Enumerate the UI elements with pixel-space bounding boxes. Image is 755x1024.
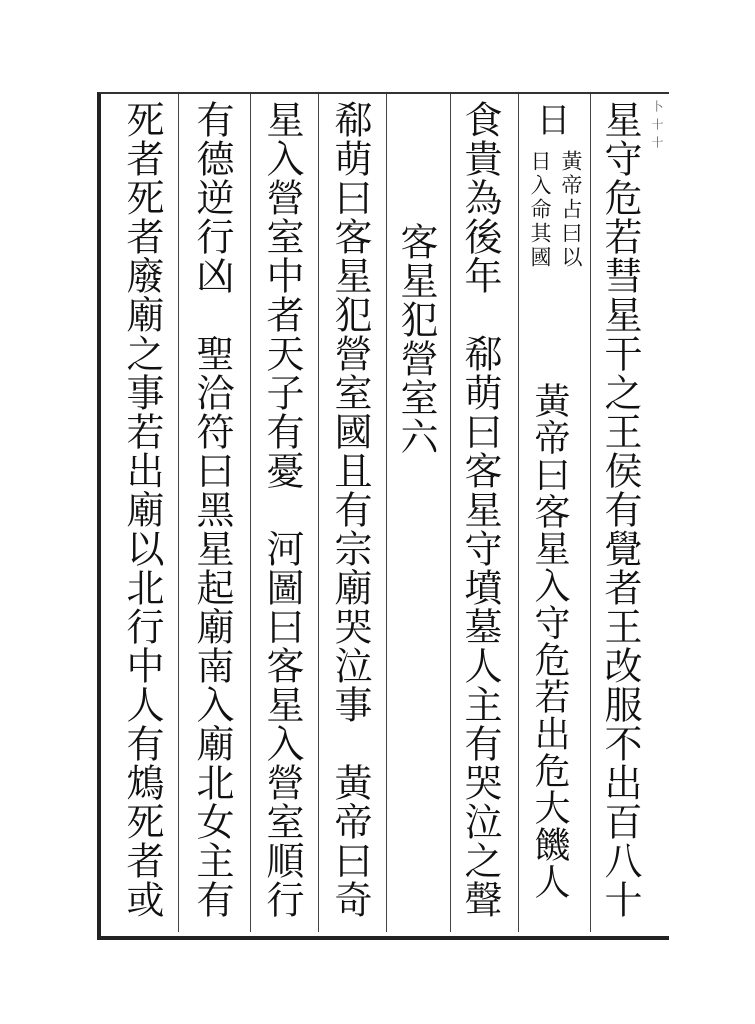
text-column-6: 星入營室中者天子有憂 河圖曰客星入營室順行	[260, 100, 304, 919]
section-heading: 客星犯營室六	[394, 222, 438, 456]
text-column-2-head: 日	[530, 102, 570, 137]
annotation-column-2: 日入命其國	[528, 150, 552, 270]
column-rule	[590, 94, 591, 932]
column-rule	[250, 94, 251, 932]
page-frame	[97, 92, 669, 940]
annotation-column-1: 黃帝占曰以	[559, 150, 583, 270]
column-rule	[450, 94, 451, 932]
text-column-8: 死者死者廢廟之事若出廟以北行中人有鴆死者或	[120, 100, 164, 919]
text-column-5: 郗萌曰客星犯營室國且有宗廟哭泣事 黃帝曰奇	[328, 100, 372, 919]
margin-marks: 卜十十	[650, 100, 664, 154]
text-column-2: 黃帝曰客星入守危若出危大饑人	[529, 382, 570, 900]
text-column-1: 星守危若彗星干之王侯有覺者王改服不出百八十	[598, 100, 642, 919]
text-column-7: 有德逆行凶 聖洽符曰黑星起廟南入廟北女主有	[190, 100, 234, 919]
text-column-3: 食貴為後年 郗萌曰客星守墳墓人主有哭泣之聲	[458, 100, 502, 919]
column-rule	[518, 94, 519, 932]
column-rule	[386, 94, 387, 932]
column-rule	[318, 94, 319, 932]
column-rule	[178, 94, 179, 932]
